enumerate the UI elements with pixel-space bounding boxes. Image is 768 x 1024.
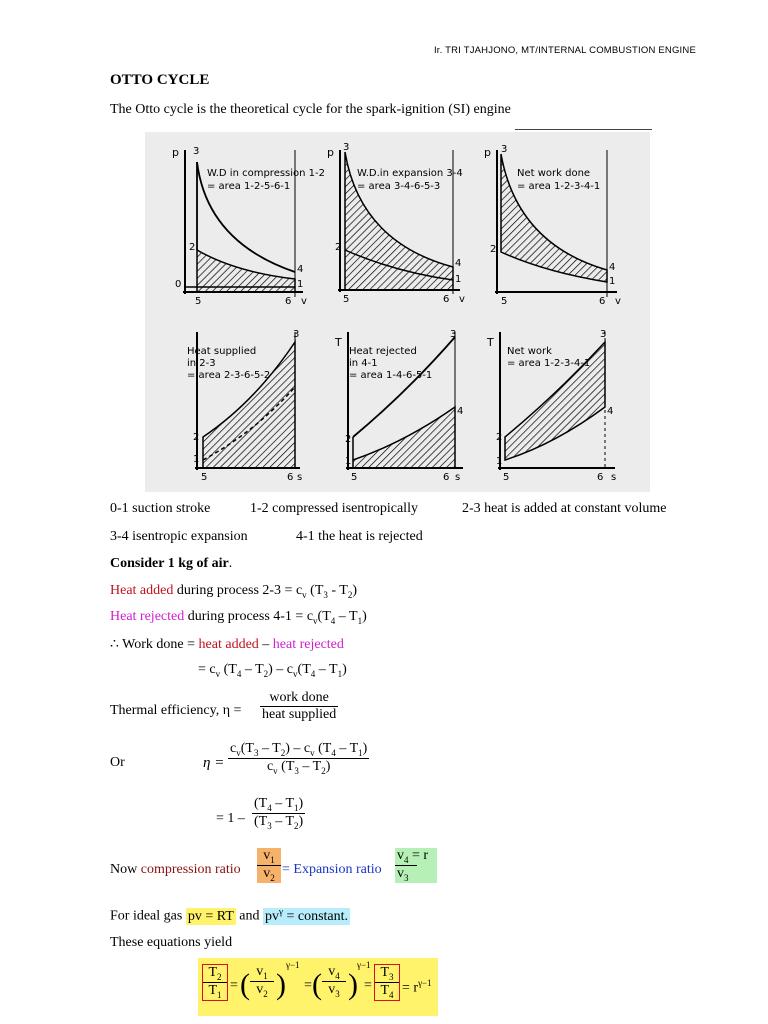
otto-cycle-diagrams	[145, 132, 650, 492]
ideal-gas-line: For ideal gas pv = RT and $pv^\gamma$ = constant.	[110, 906, 349, 924]
svg-text:2: 2	[345, 434, 352, 445]
work-done-line: ∴ Work done = heat added – heat rejected	[110, 637, 344, 652]
svg-text:1: 1	[455, 274, 462, 285]
svg-text:3: 3	[343, 142, 350, 153]
svg-text:p: p	[327, 146, 334, 159]
axis-p: p	[172, 146, 179, 159]
svg-text:5: 5	[343, 294, 350, 305]
svg-text:1: 1	[345, 456, 352, 467]
svg-text:1: 1	[193, 454, 200, 465]
svg-text:1: 1	[297, 279, 304, 290]
svg-text:W.D in compression 1-2: W.D in compression 1-2	[207, 168, 326, 179]
stroke-4-1: 4-1 the heat is rejected	[296, 529, 423, 544]
efficiency-fraction: work done heat supplied	[262, 690, 337, 722]
svg-text:Net work: Net work	[507, 346, 552, 357]
stroke-3-4: 3-4 isentropic expansion	[110, 529, 248, 544]
heat-added-line: Heat added during process $2-3 = c_v$ $(T_3 - T_2)$	[110, 583, 358, 600]
t3-t4: $T_3$ $T_4$	[374, 964, 400, 1001]
svg-text:4: 4	[297, 264, 304, 275]
thermal-efficiency-label: Thermal efficiency, η =	[110, 703, 242, 718]
v4-v3-fraction: $v_4 = r$ $v_3$	[395, 848, 437, 883]
svg-text:Net work done: Net work done	[517, 168, 591, 179]
svg-text:6: 6	[597, 472, 604, 483]
efficiency-formula: $c_v(T_3 - T_2) - c_v$ $(T_4 - T_1)$ $c_v$ $(T_3 - T_2)$	[230, 741, 368, 776]
svg-text:s: s	[455, 472, 461, 483]
svg-text:4: 4	[455, 258, 462, 269]
temperature-ratio-relation: $T_2$ $T_1$ = ( $v_1$ $v_2$ ) γ−1 = ( $v_4$ $v_3$ ) γ−1 = $T_3$ $T_4$ = $r^{\gamma-1}$	[198, 958, 438, 1016]
svg-text:v: v	[301, 296, 307, 307]
svg-text:Heat rejected: Heat rejected	[349, 346, 417, 357]
svg-text:2: 2	[189, 242, 196, 253]
eta-symbol: η =	[203, 755, 225, 771]
svg-text:3: 3	[501, 144, 508, 155]
svg-text:3: 3	[450, 329, 457, 340]
svg-text:T: T	[335, 336, 342, 349]
svg-text:s: s	[297, 472, 303, 483]
heat-rejected-line: Heat rejected during process $4-1 = c_v(T_4 - T_1)$	[110, 609, 367, 626]
svg-text:6: 6	[287, 472, 294, 483]
svg-text:3: 3	[193, 146, 200, 157]
svg-text:6: 6	[443, 472, 450, 483]
compression-ratio-line: Now compression ratio	[110, 862, 241, 877]
svg-text:6: 6	[443, 294, 450, 305]
svg-text:3: 3	[600, 329, 607, 340]
svg-text:2: 2	[496, 432, 503, 443]
svg-text:= area 3-4-6-5-3: = area 3-4-6-5-3	[357, 181, 441, 192]
svg-text:4: 4	[457, 406, 464, 417]
stroke-0-1: 0-1 suction stroke	[110, 501, 211, 516]
svg-text:Heat supplied: Heat supplied	[187, 346, 257, 357]
svg-text:0: 0	[175, 279, 182, 290]
svg-text:v: v	[615, 296, 621, 307]
svg-text:2: 2	[490, 244, 497, 255]
section-title: OTTO CYCLE	[110, 72, 210, 88]
svg-text:W.D.in expansion 3-4: W.D.in expansion 3-4	[357, 168, 463, 179]
svg-text:1: 1	[609, 276, 616, 287]
work-done-expansion: = $c_v$ $(T_4 - T_2) - c_v(T_4 - T_1)$	[198, 662, 347, 679]
expansion-ratio-label: = Expansion ratio	[282, 862, 382, 877]
svg-text:= area 1-2-3-4-1: = area 1-2-3-4-1	[507, 358, 591, 369]
svg-text:3: 3	[293, 329, 300, 340]
svg-text:v: v	[459, 294, 465, 305]
underline-rule	[515, 129, 652, 130]
intro-text: The Otto cycle is the theoretical cycle for the spark-ignition (SI) engine	[110, 102, 511, 117]
simplified-formula: $(T_4 - T_1)$ $(T_3 - T_2)$	[254, 796, 304, 831]
svg-text:4: 4	[607, 406, 614, 417]
svg-text:= area 1-2-5-6-1: = area 1-2-5-6-1	[207, 181, 291, 192]
svg-text:5: 5	[201, 472, 208, 483]
svg-text:6: 6	[285, 296, 292, 307]
one-minus: = 1 –	[216, 811, 245, 826]
svg-text:1: 1	[496, 456, 503, 467]
svg-text:2: 2	[335, 242, 342, 253]
svg-text:T: T	[487, 336, 494, 349]
svg-text:2: 2	[193, 432, 200, 443]
t2-t1: $T_2$ $T_1$	[202, 964, 228, 1001]
consider-heading: Consider 1 kg of air.	[110, 556, 233, 571]
equations-yield: These equations yield	[110, 935, 233, 950]
or-label: Or	[110, 755, 125, 770]
svg-text:= area 1-4-6-5-1: = area 1-4-6-5-1	[349, 370, 433, 381]
svg-text:5: 5	[351, 472, 358, 483]
svg-text:in 2-3: in 2-3	[187, 358, 216, 369]
svg-text:6: 6	[599, 296, 606, 307]
svg-text:s: s	[611, 472, 617, 483]
svg-text:p: p	[484, 146, 491, 159]
svg-text:5: 5	[501, 296, 508, 307]
stroke-2-3: 2-3 heat is added at constant volume	[462, 501, 667, 516]
svg-text:4: 4	[609, 262, 616, 273]
svg-text:5: 5	[195, 296, 202, 307]
stroke-1-2: 1-2 compressed isentropically	[250, 501, 418, 516]
svg-text:= area 2-3-6-5-2: = area 2-3-6-5-2	[187, 370, 271, 381]
v1-v2-fraction: $v_1$ $v_2$	[257, 848, 281, 883]
svg-text:in 4-1: in 4-1	[349, 358, 378, 369]
svg-text:= area 1-2-3-4-1: = area 1-2-3-4-1	[517, 181, 601, 192]
page-header: Ir. TRI TJAHJONO, MT/INTERNAL COMBUSTION ENGINE	[433, 45, 696, 56]
svg-text:5: 5	[503, 472, 510, 483]
